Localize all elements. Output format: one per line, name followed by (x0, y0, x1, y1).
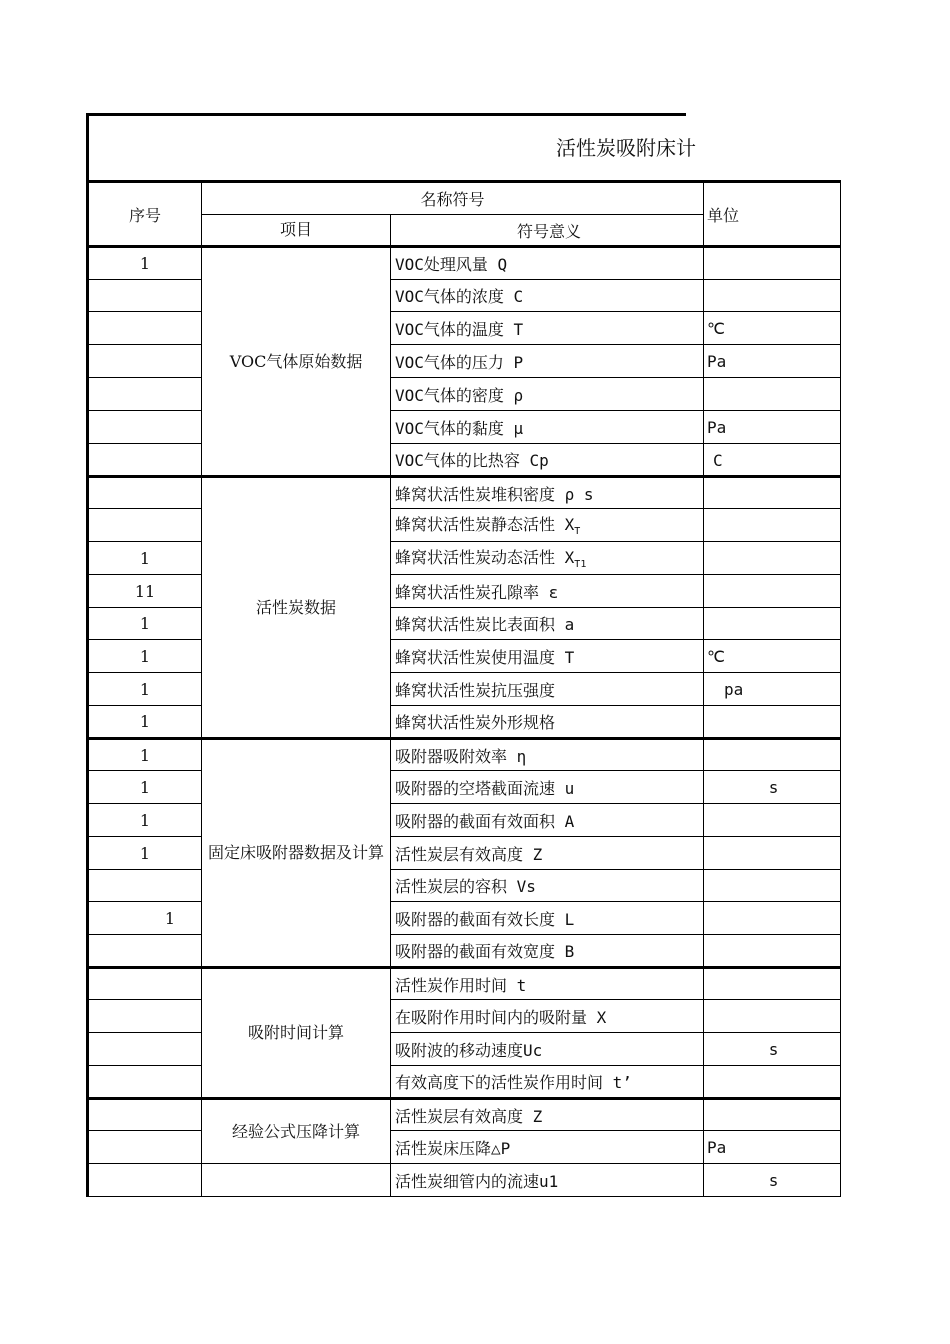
unit-cell (704, 509, 841, 542)
meaning-cell: VOC气体的比热容 Cp (391, 444, 704, 477)
meaning-cell (391, 542, 704, 575)
seq-cell: 1 (88, 542, 202, 575)
seq-cell (88, 509, 202, 542)
seq-cell: 1 (88, 706, 202, 739)
seq-cell: 1 (88, 673, 202, 706)
header-unit: 单位 (704, 182, 841, 247)
seq-cell: 1 (88, 837, 202, 870)
header-seq: 序号 (88, 182, 202, 247)
meaning-cell: 蜂窝状活性炭堆积密度 ρ s (391, 477, 704, 509)
seq-cell (88, 477, 202, 509)
seq-cell (88, 1066, 202, 1099)
meaning-cell: 活性炭层有效高度 Z (391, 837, 704, 870)
unit-cell (704, 804, 841, 837)
unit-cell (704, 608, 841, 640)
unit-cell: ℃ (704, 312, 841, 345)
seq-cell: 1 (88, 608, 202, 640)
seq-cell: 1 (88, 739, 202, 771)
meaning-cell: 活性炭床压降△P (391, 1131, 704, 1164)
seq-cell (88, 411, 202, 444)
seq-cell: 11 (88, 575, 202, 608)
unit-cell: Pa (704, 411, 841, 444)
meaning-text: 蜂窝状活性炭动态活性 X (395, 548, 575, 568)
unit-cell (704, 247, 841, 280)
header-name-symbol: 名称符号 (202, 182, 704, 215)
group-voc: VOC气体原始数据 (202, 247, 391, 477)
unit-cell: Pa (704, 1131, 841, 1164)
unit-cell (704, 870, 841, 902)
seq-cell: 1 (88, 640, 202, 673)
meaning-text: 蜂窝状活性炭静态活性 X (395, 515, 575, 535)
seq-cell (88, 378, 202, 411)
meaning-cell: 吸附器的截面有效长度 L (391, 902, 704, 935)
unit-cell (704, 706, 841, 739)
meaning-cell: 活性炭细管内的流速u1 (391, 1164, 704, 1197)
seq-cell (88, 1099, 202, 1131)
meaning-cell: 蜂窝状活性炭抗压强度 (391, 673, 704, 706)
meaning-cell: 吸附器吸附效率 η (391, 739, 704, 771)
unit-cell (704, 837, 841, 870)
unit-cell: s (704, 1033, 841, 1066)
seq-cell (88, 968, 202, 1000)
group-time: 吸附时间计算 (202, 968, 391, 1099)
meaning-cell: 在吸附作用时间内的吸附量 X (391, 1000, 704, 1033)
unit-cell (704, 935, 841, 968)
seq-cell (88, 1131, 202, 1164)
unit-cell: ℃ (704, 640, 841, 673)
unit-cell (704, 902, 841, 935)
unit-cell: pa (704, 673, 841, 706)
meaning-cell: 有效高度下的活性炭作用时间 t’ (391, 1066, 704, 1099)
unit-cell (704, 1066, 841, 1099)
overflow-text: C (713, 451, 723, 470)
unit-cell (704, 542, 841, 575)
page-title: 活性炭吸附床计 (556, 136, 696, 160)
meaning-cell: 蜂窝状活性炭外形规格 (391, 706, 704, 739)
unit-cell (704, 739, 841, 771)
unit-cell (704, 280, 841, 312)
unit-cell: Pa (704, 345, 841, 378)
meaning-cell: 吸附器的空塔截面流速 u (391, 771, 704, 804)
meaning-cell: VOC气体的黏度 μ (391, 411, 704, 444)
seq-cell (88, 870, 202, 902)
seq-cell: 1 (88, 247, 202, 280)
item-cell (202, 1164, 391, 1197)
meaning-cell: 活性炭层有效高度 Z (391, 1099, 704, 1131)
meaning-cell: VOC气体的密度 ρ (391, 378, 704, 411)
group-pressure: 经验公式压降计算 (202, 1099, 391, 1164)
seq-cell (88, 444, 202, 477)
meaning-cell: VOC处理风量 Q (391, 247, 704, 280)
meaning-cell: 蜂窝状活性炭比表面积 a (391, 608, 704, 640)
meaning-cell: VOC气体的温度 T (391, 312, 704, 345)
header-meaning: 符号意义 (391, 215, 704, 247)
group-bed: 固定床吸附器数据及计算 (202, 739, 391, 968)
meaning-cell: 活性炭作用时间 t (391, 968, 704, 1000)
group-carbon: 活性炭数据 (202, 477, 391, 739)
seq-cell (88, 312, 202, 345)
unit-cell (704, 1099, 841, 1131)
seq-cell (88, 1033, 202, 1066)
seq-cell (88, 1164, 202, 1197)
seq-cell (88, 935, 202, 968)
unit-cell (704, 575, 841, 608)
subscript: T (574, 526, 581, 538)
unit-cell (704, 968, 841, 1000)
unit-cell (704, 1000, 841, 1033)
unit-cell (704, 378, 841, 411)
calc-table (86, 180, 841, 1197)
meaning-cell: VOC气体的压力 P (391, 345, 704, 378)
meaning-cell: 蜂窝状活性炭使用温度 T (391, 640, 704, 673)
seq-cell: 1 (88, 804, 202, 837)
meaning-cell: 蜂窝状活性炭孔隙率 ε (391, 575, 704, 608)
meaning-cell: 吸附波的移动速度Uc (391, 1033, 704, 1066)
unit-cell: s (704, 1164, 841, 1197)
subscript: T1 (574, 559, 587, 571)
meaning-cell (391, 509, 704, 542)
meaning-cell: 活性炭层的容积 Vs (391, 870, 704, 902)
seq-cell: 1 (88, 902, 202, 935)
seq-cell (88, 280, 202, 312)
seq-cell: 1 (88, 771, 202, 804)
meaning-cell: VOC气体的浓度 C (391, 280, 704, 312)
header-item: 项目 (202, 215, 391, 247)
meaning-cell: 吸附器的截面有效宽度 B (391, 935, 704, 968)
unit-cell (704, 477, 841, 509)
unit-cell (704, 444, 841, 477)
seq-cell (88, 345, 202, 378)
seq-cell (88, 1000, 202, 1033)
unit-cell: s (704, 771, 841, 804)
meaning-cell: 吸附器的截面有效面积 A (391, 804, 704, 837)
